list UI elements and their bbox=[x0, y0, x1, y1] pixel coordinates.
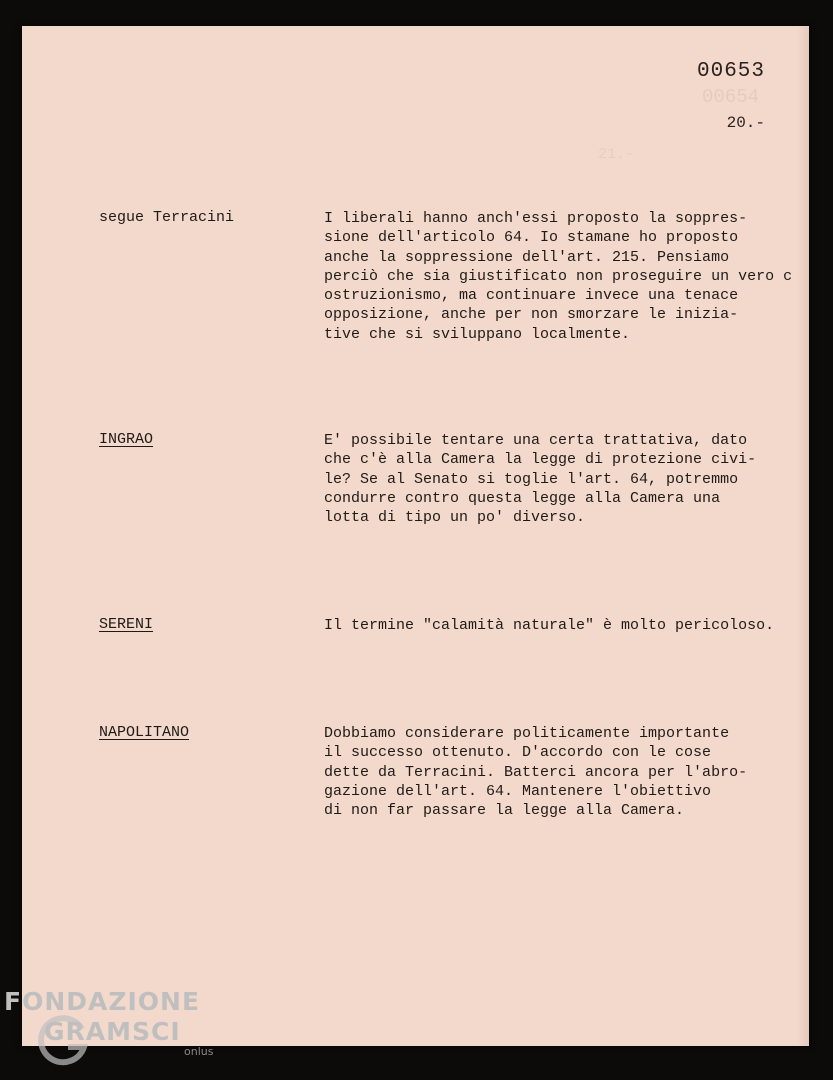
speaker-label: segue Terracini bbox=[99, 209, 235, 226]
paper-edge-shadow bbox=[797, 26, 809, 1046]
speech-text bbox=[324, 209, 804, 344]
archive-watermark-logo bbox=[4, 987, 234, 1077]
speaker-label: NAPOLITANO bbox=[99, 724, 190, 741]
speaker-label: SERENI bbox=[99, 616, 154, 633]
speech-line: Il termine "calamità naturale" è molto pericoloso. bbox=[324, 617, 775, 634]
speech-line: che c'è alla Camera la legge di protezione civi- bbox=[324, 451, 757, 469]
speech-line: gazione dell'art. 64. Mantenere l'obiettivo bbox=[324, 782, 712, 800]
speech-line: E' possibile tentare una certa trattativa, dato bbox=[324, 432, 748, 449]
speech-line: opposizione, anche per non smorzare le inizia- bbox=[324, 306, 739, 324]
page-number: 20.- bbox=[726, 114, 765, 132]
speech-line: I liberali hanno anch'essi proposto la soppres- bbox=[324, 210, 748, 227]
archive-number: 00653 bbox=[696, 60, 765, 83]
speech-line: ostruzionismo, ma continuare invece una tenace bbox=[324, 287, 739, 305]
document-page bbox=[22, 26, 809, 1046]
speech-line: condurre contro questa legge alla Camera una bbox=[324, 489, 721, 507]
speech-line: anche la soppressione dell'art. 215. Pensiamo bbox=[324, 248, 730, 266]
speech-text bbox=[324, 616, 804, 635]
speech-line: sione dell'articolo 64. Io stamane ho proposto bbox=[324, 229, 739, 247]
speech-line: dette da Terracini. Batterci ancora per l'abro- bbox=[324, 763, 748, 781]
watermark-line1: FONDAZIONE bbox=[4, 987, 201, 1016]
bleed-through-archive-number: 00654 bbox=[701, 86, 759, 108]
speech-line: lotta di tipo un po' diverso. bbox=[324, 509, 586, 527]
speech-line: Dobbiamo considerare politicamente importante bbox=[324, 725, 730, 742]
speech-line: il successo ottenuto. D'accordo con le cose bbox=[324, 744, 712, 762]
speech-line: tive che si sviluppano localmente. bbox=[324, 325, 631, 343]
bleed-through-page-number: 21.- bbox=[597, 146, 634, 163]
speech-line: di non far passare la legge alla Camera. bbox=[324, 802, 685, 820]
speech-text bbox=[324, 431, 804, 527]
speech-line: perciò che sia giustificato non proseguire un vero c bbox=[324, 267, 793, 285]
speaker-label: INGRAO bbox=[99, 431, 154, 448]
speech-text bbox=[324, 724, 804, 820]
watermark-line2: GRAMSCI bbox=[44, 1017, 181, 1046]
watermark-sub: onlus bbox=[184, 1045, 214, 1058]
speech-line: le? Se al Senato si toglie l'art. 64, potremmo bbox=[324, 470, 739, 488]
